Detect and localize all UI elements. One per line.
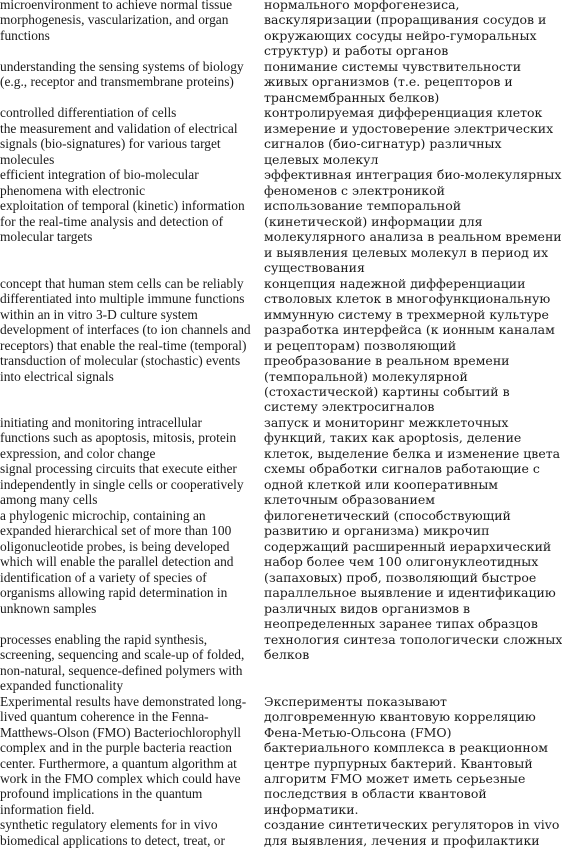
russian-text-line: феноменов с электроникой [264, 182, 445, 198]
english-text-line: within an in vitro 3-D culture system [0, 306, 198, 322]
russian-text-line: неопределенных заранее типах образцов [264, 616, 538, 632]
russian-text-line: клеточным образованием [264, 492, 435, 508]
english-text-line: signal processing circuits that execute either [0, 461, 237, 477]
russian-text-line: для выявления, лечения и профилактики [264, 832, 540, 848]
english-text-line: among many cells [0, 492, 98, 508]
russian-text-line: стволовых клеток в многофункциональную [264, 291, 551, 307]
english-text-line: profound implications in the quantum [0, 786, 203, 802]
english-text-line: identification of a variety of species of [0, 569, 207, 585]
russian-text-line: молекулярного анализа в реальном времени [264, 229, 562, 245]
russian-text-line: преобразование в реальном времени [264, 353, 510, 369]
russian-text-line: развитию и организма) микрочип [264, 523, 490, 539]
english-text-line: complex and in the purple bacteria reaction [0, 740, 233, 756]
russian-text-line: эффективная интеграция био-молекулярных [264, 167, 562, 183]
english-text-line: understanding the sensing systems of biology [0, 58, 244, 74]
english-text-line: work in the FMO complex which could have [0, 771, 241, 786]
english-text-line: concept that human stem cells can be reliably [0, 275, 244, 291]
russian-text-line: (кинетической) информации для [264, 213, 483, 229]
russian-text-line: белков [264, 647, 310, 663]
english-text-line: screening, sequencing and scale-up of folded, [0, 647, 245, 663]
english-text-line: non-natural, sequence-defined polymers with [0, 662, 243, 678]
russian-text-line: контролируемая дифференциация клеток [264, 105, 543, 121]
english-text-line: lived quantum coherence in the Fenna- [0, 709, 209, 725]
russian-text-line: схемы обработки сигналов работающие с [264, 461, 540, 477]
russian-text-line: целевых молекул [264, 151, 379, 167]
russian-text-line: одной клеткой или кооперативным [264, 476, 499, 492]
russian-text-line: сигналов (био-сигнатур) различных [264, 136, 502, 152]
english-text-line: independently in single cells or cooperatively [0, 476, 244, 492]
english-text-line: organisms allowing rapid determination in [0, 585, 228, 601]
english-text-line: unknown samples [0, 600, 97, 616]
russian-text-line: технология синтеза топологически сложных [264, 631, 562, 647]
russian-text-line: разработка интерфейса (к ионным каналам [264, 322, 555, 338]
english-text-line: expanded functionality [0, 678, 124, 694]
english-text-line: efficient integration of bio-molecular [0, 167, 199, 183]
english-text-line: expanded hierarchical set of more than 100 [0, 523, 232, 539]
english-text-line: Experimental results have demonstrated long- [0, 693, 247, 709]
english-text-line: expression, and color change [0, 445, 156, 461]
russian-text-line: алгоритм FMO может иметь серьезные [264, 771, 526, 786]
russian-text-line: измерение и удостоверение электрических [264, 120, 554, 136]
russian-text-line: Фена-Метью-Ольсона (FMO) [264, 724, 452, 740]
english-text-line: (e.g., receptor and transmembrane proteins) [0, 74, 234, 90]
russian-text-line: живых организмов (т.е. рецепторов и [264, 74, 513, 90]
russian-text-line: иммунную систему в трехмерной культуре [264, 306, 549, 322]
russian-text-line: (темпоральной) молекулярной [264, 368, 468, 384]
english-text-line: initiating and monitoring intracellular [0, 414, 202, 430]
russian-text-line: параллельное выявление и идентификацию [264, 585, 556, 601]
russian-text-line: трансмембранных белков) [264, 89, 440, 105]
russian-text-line: нормального морфогенезиса, [264, 0, 460, 12]
russian-text-line: филогенетический (способствующий [264, 507, 511, 523]
russian-text-line: центре пурпурных бактерий. Квантовый [264, 755, 533, 771]
russian-text-line: Эксперименты показывают [264, 693, 447, 709]
russian-text-line: клеток, выделение белка и изменение цвета [264, 445, 561, 461]
russian-text-line: информатики. [264, 801, 359, 817]
english-text-line: synthetic regulatory elements for in vivo [0, 817, 218, 833]
russian-text-line: использование темпоральной [264, 198, 462, 214]
russian-text-line: создание синтетических регуляторов in vivo [264, 817, 560, 833]
english-text-line: transduction of molecular (stochastic) events [0, 353, 241, 369]
russian-text-line: и рецепторам) позволяющий [264, 337, 457, 353]
english-text-line: which will enable the parallel detection and [0, 554, 234, 570]
english-text-line: molecules [0, 151, 55, 167]
english-text-line: into electrical signals [0, 368, 114, 384]
english-text-line: controlled differentiation of cells [0, 105, 177, 121]
english-text-line: the measurement and validation of electrical [0, 120, 238, 136]
english-text-line: a phylogenic microchip, containing an [0, 507, 206, 523]
english-text-line: receptors) that enable the real-time (temporal) [0, 337, 247, 353]
russian-text-line: функций, таких как apoptosis, деление [264, 430, 522, 446]
english-text-line: Matthews-Olson (FMO) Bacteriochlorophyll [0, 724, 241, 740]
russian-text-line: существования [264, 260, 365, 276]
russian-text-line: набор более чем 100 олигонуклеотидных [264, 554, 539, 570]
russian-text-line: концепция надежной дифференциации [264, 275, 526, 291]
russian-text-line: васкуляризации (проращивания сосудов и [264, 12, 547, 28]
russian-text-line: запуск и мониторинг межклеточных [264, 414, 509, 430]
english-text-line: differentiated into multiple immune functions [0, 291, 245, 307]
russian-text-line: и выявления целевых молекул в период их [264, 244, 549, 260]
english-text-line: phenomena with electronic [0, 182, 146, 198]
english-text-line: information field. [0, 801, 95, 817]
english-text-line: functions [0, 27, 50, 43]
russian-text-line: структур) и работы органов [264, 43, 449, 59]
english-text-line: molecular targets [0, 229, 93, 245]
english-text-line: microenvironment to achieve normal tissue [0, 0, 233, 12]
english-text-line: exploitation of temporal (kinetic) information [0, 198, 245, 214]
english-text-line: oligonucleotide probes, is being developed [0, 538, 230, 554]
russian-text-line: (стохастической) картины событий в [264, 384, 510, 399]
english-text-line: morphogenesis, vascularization, and organ [0, 12, 229, 28]
english-text-line: functions such as apoptosis, mitosis, protein [0, 430, 237, 446]
russian-text-line: бактериального комплекса в реакционном [264, 740, 548, 756]
russian-text-line: систему электросигналов [264, 399, 435, 415]
english-text-line: development of interfaces (to ion channels and [0, 322, 251, 338]
english-text-line: processes enabling the rapid synthesis, [0, 631, 208, 647]
russian-text-line: понимание системы чувствительности [264, 58, 522, 74]
english-text-line: center. Furthermore, a quantum algorithm at [0, 755, 237, 771]
russian-text-line: долговременную квантовую корреляцию [264, 709, 536, 725]
russian-text-line: содержащий расширенный иерархический [264, 538, 552, 554]
english-text-line: biomedical applications to detect, treat, or [0, 832, 225, 848]
russian-text-line: (запаховых) проб, позволяющий быстрое [264, 569, 537, 585]
russian-text-line: последствия в области квантовой [264, 786, 487, 802]
english-text-line: signals (bio-signatures) for various target [0, 136, 221, 152]
russian-text-line: различных видов организмов в [264, 600, 471, 616]
russian-text-line: окружающих сосуды нейро-гуморальных [264, 27, 537, 43]
english-text-line: for the real-time analysis and detection of [0, 213, 224, 229]
